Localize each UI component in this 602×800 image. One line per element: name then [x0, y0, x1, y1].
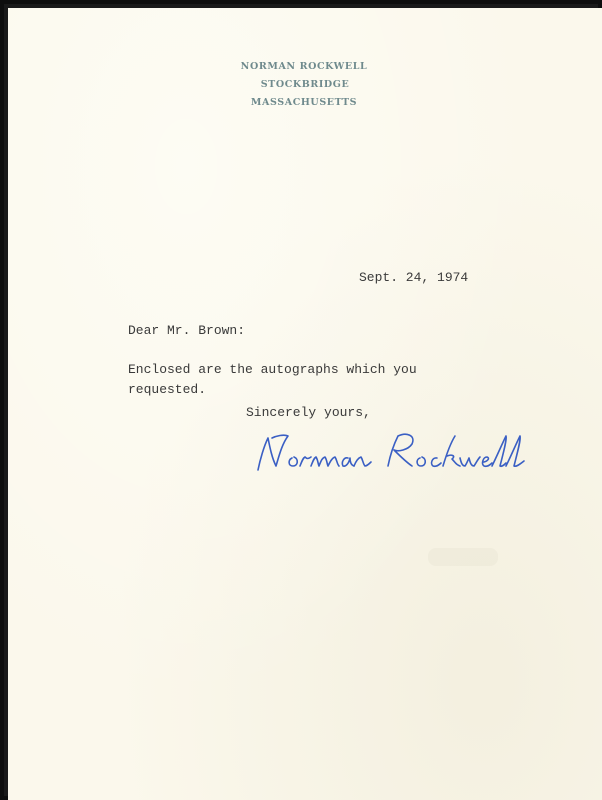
handwritten-signature: [248, 426, 533, 478]
letter-date: Sept. 24, 1974: [359, 270, 469, 285]
paper-stain: [428, 548, 498, 566]
letter-salutation: Dear Mr. Brown:: [128, 323, 246, 338]
letterhead-name: NORMAN ROCKWELL: [240, 61, 368, 72]
letterhead-town: STOCKBRIDGE: [260, 79, 350, 90]
letter-body-line-1: Enclosed are the autographs which you: [128, 362, 417, 377]
letterhead-state: MASSACHUSETTS: [250, 97, 358, 108]
letter-paper: [8, 8, 602, 800]
letterhead: [8, 58, 601, 112]
signature-drawing: [248, 426, 533, 478]
letter-body-line-2: requested.: [128, 382, 207, 397]
letter-closing: Sincerely yours,: [246, 405, 371, 420]
